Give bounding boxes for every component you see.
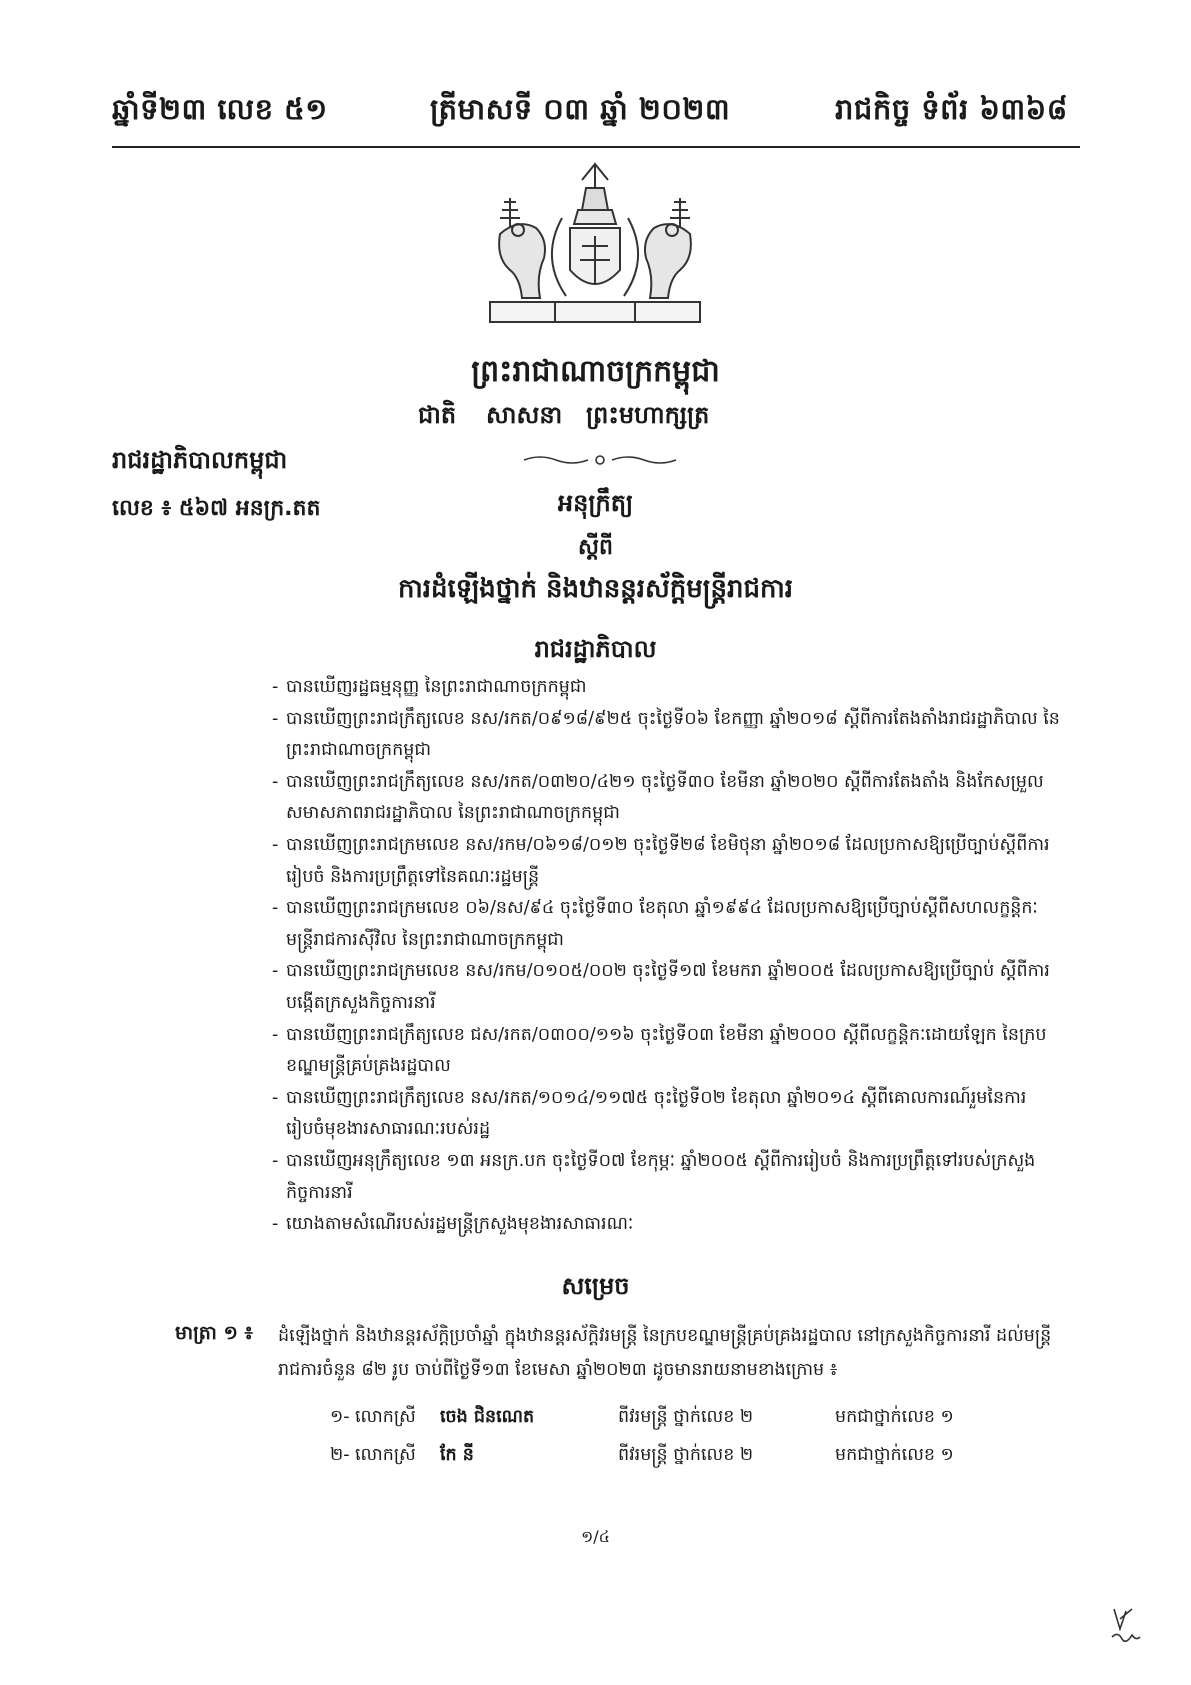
document-subject: ការដំឡើងថ្នាក់ និងឋានន្តរស័ក្ដិមន្ត្រីរាជការ [397, 574, 794, 604]
considerations-list [272, 672, 1062, 1241]
consideration-item: - បានឃើញព្រះរាជក្រមលេខ នស/រកម/០៦១៨/០១២ ចុះថ្ងៃទី២៨ ខែមិថុនា ឆ្នាំ២០១៨ ដែលប្រកាសឱ្យប្រើច្បាប់ស្ដីពីការរៀបចំ និងការប្រព្រឹត្តទៅនៃគណៈរដ្ឋមន្ត្រី [272, 830, 1062, 893]
handwritten-initials [1106, 1605, 1146, 1649]
government-heading: រាជរដ្ឋាភិបាល [534, 635, 657, 663]
motto-nation: ជាតិ [418, 401, 457, 429]
consideration-item: - បានឃើញព្រះរាជក្រឹត្យលេខ នស/រកត/០៩១៨/៩២៥ ចុះថ្ងៃទី០៦ ខែកញ្ញា ឆ្នាំ២០១៨ ស្ដីពីការតែងតាំងរាជរដ្ឋាភិបាល នៃព្រះរាជាណាចក្រកម្ពុជា [272, 704, 1062, 767]
appointee-from-rank: ពីវរមន្ត្រី ថ្នាក់លេខ ២ [618, 1445, 754, 1465]
document-type: អនុក្រឹត្យ [557, 489, 634, 517]
consideration-item: - បានឃើញព្រះរាជក្រឹត្យលេខ នស/រកត/១០១៤/១១៧៥ ចុះថ្ងៃទី០២ ខែតុលា ឆ្នាំ២០១៤ ស្ដីពីគោលការណ៍រួមនៃការរៀបចំមុខងារសាធារណៈរបស់រដ្ឋ [272, 1083, 1062, 1146]
gazette-quarter: ត្រីមាសទី ០៣ ឆ្នាំ ២០២៣ [430, 92, 731, 126]
appointee-from-rank: ពីវរមន្ត្រី ថ្នាក់លេខ ២ [618, 1407, 754, 1427]
appointee-title: លោកស្រី [355, 1407, 416, 1427]
appointee-to-rank: មកជាថ្នាក់លេខ ១ [835, 1407, 954, 1427]
page-number: ១/៤ [581, 1527, 610, 1546]
consideration-item: - បានឃើញអនុក្រឹត្យលេខ ១៣ អនក្រ.បក ចុះថ្ងៃទី០៧ ខែកុម្ភៈ ឆ្នាំ២០០៥ ស្ដីពីការរៀបចំ និងការប្រព្រឹត្តទៅរបស់ក្រសួងកិច្ចការនារី [272, 1146, 1062, 1209]
consideration-item: - បានឃើញព្រះរាជក្រមលេខ នស/រកម/០១០៥/០០២ ចុះថ្ងៃទី១៧ ខែមករា ឆ្នាំ២០០៥ ដែលប្រកាសឱ្យប្រើច្បាប់ ស្ដីពីការបង្កើតក្រសួងកិច្ចការនារី [272, 956, 1062, 1019]
appointee-number: ២- [330, 1445, 350, 1465]
kingdom-name: ព្រះរាជាណាចក្រកម្ពុជា [471, 354, 720, 389]
document-number: លេខ ៖ ៥៦៧ អនក្រ.តត [112, 496, 321, 521]
consideration-item: - បានឃើញព្រះរាជក្រមលេខ ០៦/នស/៩៤ ចុះថ្ងៃទី៣០ ខែតុលា ឆ្នាំ១៩៩៤ ដែលប្រកាសឱ្យប្រើច្បាប់ស្ដីពីសហលក្ខន្តិកៈមន្ត្រីរាជការស៊ីវិល នៃព្រះរាជាណាចក្រកម្ពុជា [272, 893, 1062, 956]
issuer-government: រាជរដ្ឋាភិបាលកម្ពុជា [112, 446, 288, 474]
consideration-item: - បានឃើញព្រះរាជក្រឹត្យលេខ នស/រកត/០៣២០/៤២១ ចុះថ្ងៃទី៣០ ខែមីនា ឆ្នាំ២០២០ ស្ដីពីការតែងតាំង និងកែសម្រួលសមាសភាពរាជរដ្ឋាភិបាល នៃព្រះរាជាណាចក្រកម្ពុជា [272, 767, 1062, 830]
gazette-page: រាជកិច្ច ទំព័រ ៦៣៦៨ [835, 92, 1068, 126]
article-1-label: មាត្រា ១ ៖ [175, 1322, 253, 1344]
ornament-divider [520, 452, 680, 468]
motto-religion: សាសនា [486, 401, 563, 429]
decides-heading: សម្រេច [561, 1272, 630, 1300]
motto-king: ព្រះមហាក្សត្រ [586, 401, 710, 429]
appointee-number: ១- [330, 1407, 350, 1427]
gazette-year-issue: ឆ្នាំទី២៣ លេខ ៥១ [112, 92, 328, 126]
appointee-title: លោកស្រី [355, 1445, 416, 1465]
appointee-to-rank: មកជាថ្នាក់លេខ ១ [835, 1445, 954, 1465]
consideration-item: - បានឃើញព្រះរាជក្រឹត្យលេខ ជស/រកត/០៣០០/១១៦ ចុះថ្ងៃទី០៣ ខែមីនា ឆ្នាំ២០០០ ស្ដីពីលក្ខន្តិកៈដោយឡែក នៃក្របខណ្ឌមន្ត្រីគ្រប់គ្រងរដ្ឋបាល [272, 1020, 1062, 1083]
consideration-item: - បានឃើញរដ្ឋធម្មនុញ្ញ នៃព្រះរាជាណាចក្រកម្ពុជា [272, 672, 1062, 704]
document-about: ស្ដីពី [578, 535, 613, 560]
royal-coat-of-arms-icon [470, 158, 720, 338]
appointee-name: ចេង ជិនណេត [440, 1407, 535, 1427]
appointee-name: កែ នី [440, 1445, 474, 1465]
article-1-text: ដំឡើងថ្នាក់ និងឋានន្តរស័ក្តិប្រចាំឆ្នាំ ក្នុងឋានន្តរស័ក្តិវរមន្ត្រី នៃក្របខណ្ឌមន្ត្រីគ្រប់គ្រងរដ្ឋបាល នៅក្រសួងកិច្ចការនារី ដល់មន្ត្រីរាជការចំនួន ៨២ រូប ចាប់ពីថ្ងៃទី១៣ ខែមេសា ឆ្នាំ២០២៣ ដូចមានរាយនាមខាងក្រោម ៖ [278, 1326, 1052, 1380]
consideration-item: - យោងតាមសំណើរបស់រដ្ឋមន្ត្រីក្រសួងមុខងារសាធារណៈ [272, 1209, 1062, 1241]
header-rule [112, 146, 1080, 148]
